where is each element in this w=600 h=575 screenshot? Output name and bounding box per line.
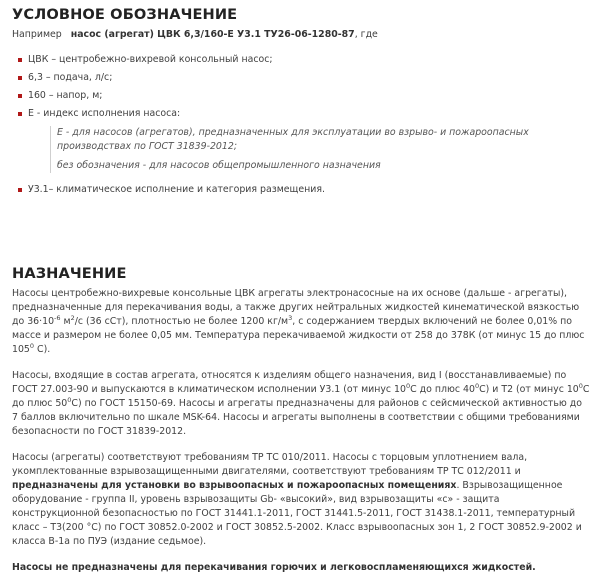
bullet-icon — [18, 94, 22, 98]
list-item: Е - индекс исполнения насоса: Е - для насосов (агрегатов), предназначенных для эксплуатации во взрыво- и пожароопасных производствах по ГОСТ 31839-2012; без обозначения - для насосов общепромышленного назначения — [12, 107, 590, 173]
bullet-icon — [18, 112, 22, 116]
purpose-paragraph-1: Насосы центробежно-вихревые консольные ЦВК агрегаты электронасосные на их основе (дальше - агрегаты), предназначенные для перекачивания воды, а также других нейтральных жидкостей кинематической вязкостью до $36\cdot 10^{-6}$ $м^2/с$ (36 сСт), плотностью не более 1200 $кг/м^3$, с содержанием твердых включений не более 0,01% по массе и размером не более 0,05 мм. Температура перекачиваемой жидкости от 258 до 378К (от минус 15 до плюс $105^0$ С). — [12, 288, 585, 355]
section-title-designation: УСЛОВНОЕ ОБОЗНАЧЕНИЕ — [12, 6, 238, 23]
bullet-icon — [18, 58, 22, 62]
purpose-paragraph-3: Насосы (агрегаты) соответствуют требованиям ТР ТС 010/2011. Насосы с торцовым уплотнением вала, укомплектованные взрывозащищенными двигателями, соответствуют требованиям ТР ТС 012/2011 и предназначены для установки во взрывоопасных и пожароопасных помещениях. Взрывозащищенное оборудование - группа II, уровень взрывозащиты Gb- «высокий», вид взрывозащиты «с» - защита конструкционной безопасностью по ГОСТ 31441.1-2011, ГОСТ 31441.5-2011, ГОСТ 31438.1-2011, температурный класс – Т3(200 °С) по ГОСТ 30852.0-2002 и ГОСТ 30852.5-2002. Класс взрывоопасных зон 1, 2 ГОСТ 30852.9-2002 и класса В-1а по ПУЭ (издание седьмое). — [12, 452, 582, 547]
purpose-paragraph-4 — [12, 561, 590, 575]
section-title-purpose: НАЗНАЧЕНИЕ — [12, 265, 127, 282]
list-item: ЦВК – центробежно-вихревой консольный насос; — [12, 53, 590, 67]
example-code: насос (агрегат) ЦВК 6,3/160-Е У3.1 ТУ26-06-1280-87 — [70, 29, 355, 40]
explosion-proof-note: предназначены для установки во взрывоопасных и пожароопасных помещениях — [12, 480, 457, 491]
purpose-paragraph-2: Насосы, входящие в состав агрегата, относятся к изделиям общего назначения, вид I (восстанавливаемые) по ГОСТ 27.003-90 и выпускаются в климатическом исполнении У3.1 (от минус $10^0С$ до плюс $40^0С$) и Т2 (от минус $10^0С$ до плюс $50^0С$) по ГОСТ 15150-69. Насосы и агрегаты предназначены для районов с сейсмической активностью до 7 баллов включительно по шкале MSK-64. Насосы и агрегаты выполнены в соответствии с общими требованиями безопасности по ГОСТ 31839-2012. — [12, 370, 590, 437]
sub-item: без обозначения - для насосов общепромышленного назначения — [57, 160, 381, 171]
bullet-icon — [18, 188, 22, 192]
execution-index-sublist — [50, 126, 590, 173]
list-item: 160 – напор, м; — [12, 89, 590, 103]
example-suffix: , где — [354, 29, 378, 40]
list-item: У3.1– климатическое исполнение и категория размещения. — [12, 183, 590, 197]
bullet-icon — [18, 76, 22, 80]
sub-item: Е - для насосов (агрегатов), предназначенных для эксплуатации во взрыво- и пожароопасных производствах по ГОСТ 31839-2012; — [57, 127, 529, 152]
list-item: 6,3 – подача, л/с; — [12, 71, 590, 85]
example-prefix: Например — [12, 29, 62, 40]
designation-example — [12, 28, 590, 42]
designation-list — [12, 53, 590, 197]
flammable-liquids-warning: Насосы не предназначены для перекачивания горючих и легковоспламеняющихся жидкостей. — [12, 562, 536, 573]
